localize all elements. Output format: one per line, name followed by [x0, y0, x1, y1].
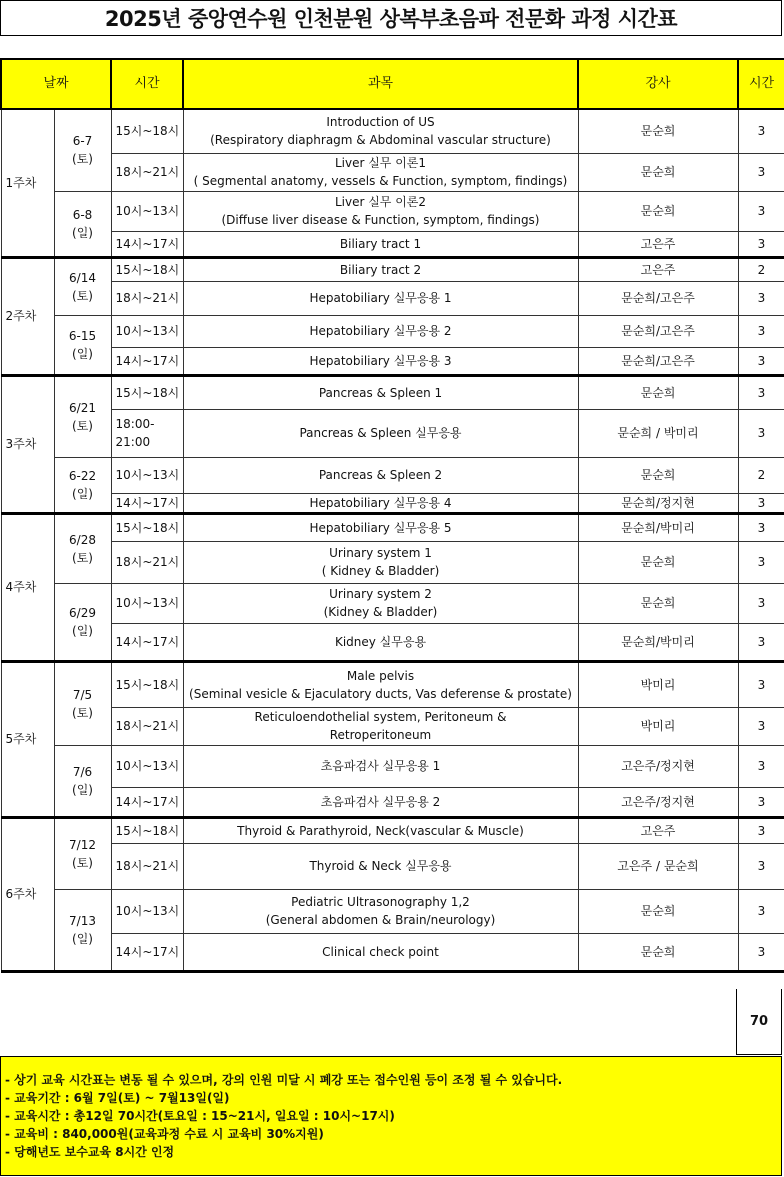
- session-instructor: 박미리: [578, 661, 738, 707]
- session-time: 18시~21시: [111, 707, 183, 745]
- week-label: 1주차: [1, 109, 54, 257]
- session-subject: Liver 실무 이론1 ( Segmental anatomy, vessels & Function, symptom, findings): [183, 153, 578, 191]
- session-instructor: 문순희: [578, 457, 738, 493]
- session-instructor: 문순희: [578, 109, 738, 153]
- session-instructor: 고은주: [578, 257, 738, 281]
- table-row: [1, 315, 784, 347]
- table-row: [1, 347, 784, 375]
- session-hours: 3: [738, 409, 784, 457]
- session-time: 18:00-21:00: [111, 409, 183, 457]
- session-subject: Introduction of US (Respiratory diaphragm & Abdominal vascular structure): [183, 109, 578, 153]
- session-hours: 3: [738, 281, 784, 315]
- session-subject: 초음파검사 실무응용 2: [183, 787, 578, 817]
- table-row: [1, 541, 784, 583]
- session-subject: Pancreas & Spleen 1: [183, 375, 578, 409]
- table-row: [1, 661, 784, 707]
- session-subject: Hepatobiliary 실무응용 3: [183, 347, 578, 375]
- day-date: 6/29 (일): [54, 583, 111, 661]
- session-instructor: 문순희: [578, 375, 738, 409]
- session-instructor: 문순희/고은주: [578, 281, 738, 315]
- note-line: - 교육기간 : 6월 7일(토) ~ 7월13일(일): [5, 1091, 230, 1105]
- session-hours: 3: [738, 817, 784, 843]
- session-subject: Liver 실무 이론2 (Diffuse liver disease & Function, symptom, findings): [183, 191, 578, 231]
- session-instructor: 문순희/박미리: [578, 623, 738, 661]
- session-time: 14시~17시: [111, 231, 183, 257]
- session-time: 10시~13시: [111, 315, 183, 347]
- day-date: 7/13 (일): [54, 889, 111, 971]
- session-instructor: 문순희: [578, 933, 738, 971]
- session-subject: Thyroid & Neck 실무응용: [183, 843, 578, 889]
- week-label: 3주차: [1, 375, 54, 513]
- page-title: 2025년 중앙연수원 인천분원 상복부초음파 전문화 과정 시간표: [0, 0, 782, 36]
- table-row: [1, 191, 784, 231]
- session-hours: 3: [738, 933, 784, 971]
- table-row: [1, 153, 784, 191]
- table-row: [1, 817, 784, 843]
- header-instructor: 강사: [578, 59, 738, 109]
- session-time: 18시~21시: [111, 541, 183, 583]
- session-subject: Hepatobiliary 실무응용 4: [183, 493, 578, 513]
- session-hours: 3: [738, 661, 784, 707]
- session-hours: 3: [738, 583, 784, 623]
- session-subject: Pediatric Ultrasonography 1,2 (General abdomen & Brain/neurology): [183, 889, 578, 933]
- session-time: 10시~13시: [111, 745, 183, 787]
- session-time: 14시~17시: [111, 623, 183, 661]
- day-date: 7/5 (토): [54, 661, 111, 745]
- schedule-table: [0, 58, 784, 973]
- session-time: 18시~21시: [111, 843, 183, 889]
- session-hours: 2: [738, 257, 784, 281]
- session-hours: 2: [738, 457, 784, 493]
- session-subject: Biliary tract 1: [183, 231, 578, 257]
- session-subject: Reticuloendothelial system, Peritoneum & Retroperitoneum: [183, 707, 578, 745]
- session-instructor: 문순희/정지현: [578, 493, 738, 513]
- week-label: 4주차: [1, 513, 54, 661]
- week-label: 6주차: [1, 817, 54, 971]
- day-date: 7/6 (일): [54, 745, 111, 817]
- header-row: [1, 59, 784, 109]
- session-time: 15시~18시: [111, 817, 183, 843]
- note-line: - 당해년도 보수교육 8시간 인정: [5, 1145, 175, 1159]
- session-time: 10시~13시: [111, 457, 183, 493]
- session-instructor: 문순희: [578, 541, 738, 583]
- session-time: 10시~13시: [111, 191, 183, 231]
- note-line: - 교육비 : 840,000원(교육과정 수료 시 교육비 30%지원): [5, 1127, 324, 1141]
- session-instructor: 고은주 / 문순희: [578, 843, 738, 889]
- session-subject: Urinary system 1 ( Kidney & Bladder): [183, 541, 578, 583]
- header-time: 시간: [111, 59, 183, 109]
- table-row: [1, 513, 784, 541]
- session-hours: 3: [738, 315, 784, 347]
- header-hours: 시간: [738, 59, 784, 109]
- session-hours: 3: [738, 153, 784, 191]
- session-time: 10시~13시: [111, 889, 183, 933]
- session-instructor: 문순희: [578, 583, 738, 623]
- session-instructor: 문순희/고은주: [578, 315, 738, 347]
- session-time: 15시~18시: [111, 375, 183, 409]
- session-instructor: 문순희: [578, 191, 738, 231]
- session-subject: Urinary system 2 (Kidney & Bladder): [183, 583, 578, 623]
- session-time: 15시~18시: [111, 109, 183, 153]
- day-date: 6/14 (토): [54, 257, 111, 315]
- session-hours: 3: [738, 541, 784, 583]
- week-label: 2주차: [1, 257, 54, 375]
- session-subject: Kidney 실무응용: [183, 623, 578, 661]
- table-row: [1, 457, 784, 493]
- note-line: - 상기 교육 시간표는 변동 될 수 있으며, 강의 인원 미달 시 폐강 또는 접수인원 등이 조정 될 수 있습니다.: [5, 1073, 563, 1087]
- session-time: 15시~18시: [111, 513, 183, 541]
- table-row: [1, 707, 784, 745]
- session-hours: 3: [738, 745, 784, 787]
- header-date: 날짜: [1, 59, 111, 109]
- table-row: [1, 281, 784, 315]
- session-instructor: 고은주: [578, 817, 738, 843]
- session-subject: Hepatobiliary 실무응용 2: [183, 315, 578, 347]
- session-instructor: 문순희 / 박미리: [578, 409, 738, 457]
- table-row: [1, 375, 784, 409]
- table-row: [1, 409, 784, 457]
- schedule-body: [1, 109, 784, 971]
- header-subject: 과목: [183, 59, 578, 109]
- session-subject: Male pelvis (Seminal vesicle & Ejaculatory ducts, Vas deferense & prostate): [183, 661, 578, 707]
- table-row: [1, 889, 784, 933]
- session-time: 10시~13시: [111, 583, 183, 623]
- session-subject: Hepatobiliary 실무응용 5: [183, 513, 578, 541]
- session-hours: 3: [738, 493, 784, 513]
- session-subject: Pancreas & Spleen 2: [183, 457, 578, 493]
- table-row: [1, 583, 784, 623]
- day-date: 6/21 (토): [54, 375, 111, 457]
- day-date: 6-7 (토): [54, 109, 111, 191]
- note-line: - 교육시간 : 총12일 70시간(토요일 : 15~21시, 일요일 : 10시~17시): [5, 1109, 395, 1123]
- session-hours: 3: [738, 347, 784, 375]
- table-row: [1, 787, 784, 817]
- session-instructor: 문순희/박미리: [578, 513, 738, 541]
- session-hours: 3: [738, 231, 784, 257]
- table-row: [1, 933, 784, 971]
- day-date: 6-15 (일): [54, 315, 111, 375]
- session-instructor: 고은주/정지현: [578, 745, 738, 787]
- session-instructor: 문순희/고은주: [578, 347, 738, 375]
- session-hours: 3: [738, 623, 784, 661]
- session-subject: Thyroid & Parathyroid, Neck(vascular & Muscle): [183, 817, 578, 843]
- session-time: 18시~21시: [111, 153, 183, 191]
- table-row: [1, 493, 784, 513]
- session-subject: Biliary tract 2: [183, 257, 578, 281]
- session-hours: 3: [738, 889, 784, 933]
- session-instructor: 문순희: [578, 153, 738, 191]
- session-instructor: 문순희: [578, 889, 738, 933]
- day-date: 6-8 (일): [54, 191, 111, 257]
- table-row: [1, 843, 784, 889]
- day-date: 6-22 (일): [54, 457, 111, 513]
- session-hours: 3: [738, 109, 784, 153]
- table-row: [1, 109, 784, 153]
- table-row: [1, 257, 784, 281]
- session-hours: 3: [738, 707, 784, 745]
- session-subject: Clinical check point: [183, 933, 578, 971]
- spacer: [0, 36, 782, 58]
- table-row: [1, 623, 784, 661]
- session-hours: 3: [738, 787, 784, 817]
- day-date: 7/12 (토): [54, 817, 111, 889]
- week-label: 5주차: [1, 661, 54, 817]
- day-date: 6/28 (토): [54, 513, 111, 583]
- session-hours: 3: [738, 375, 784, 409]
- table-row: [1, 745, 784, 787]
- session-time: 14시~17시: [111, 933, 183, 971]
- session-time: 15시~18시: [111, 257, 183, 281]
- session-instructor: 고은주: [578, 231, 738, 257]
- session-time: 14시~17시: [111, 787, 183, 817]
- session-time: 15시~18시: [111, 661, 183, 707]
- session-hours: 3: [738, 843, 784, 889]
- session-instructor: 고은주/정지현: [578, 787, 738, 817]
- session-time: 14시~17시: [111, 347, 183, 375]
- session-time: 18시~21시: [111, 281, 183, 315]
- session-hours: 3: [738, 513, 784, 541]
- session-subject: Hepatobiliary 실무응용 1: [183, 281, 578, 315]
- notes-box: [0, 1056, 782, 1176]
- total-hours: 70: [736, 989, 782, 1055]
- table-row: [1, 231, 784, 257]
- session-hours: 3: [738, 191, 784, 231]
- session-time: 14시~17시: [111, 493, 183, 513]
- session-subject: Pancreas & Spleen 실무응용: [183, 409, 578, 457]
- session-subject: 초음파검사 실무응용 1: [183, 745, 578, 787]
- session-instructor: 박미리: [578, 707, 738, 745]
